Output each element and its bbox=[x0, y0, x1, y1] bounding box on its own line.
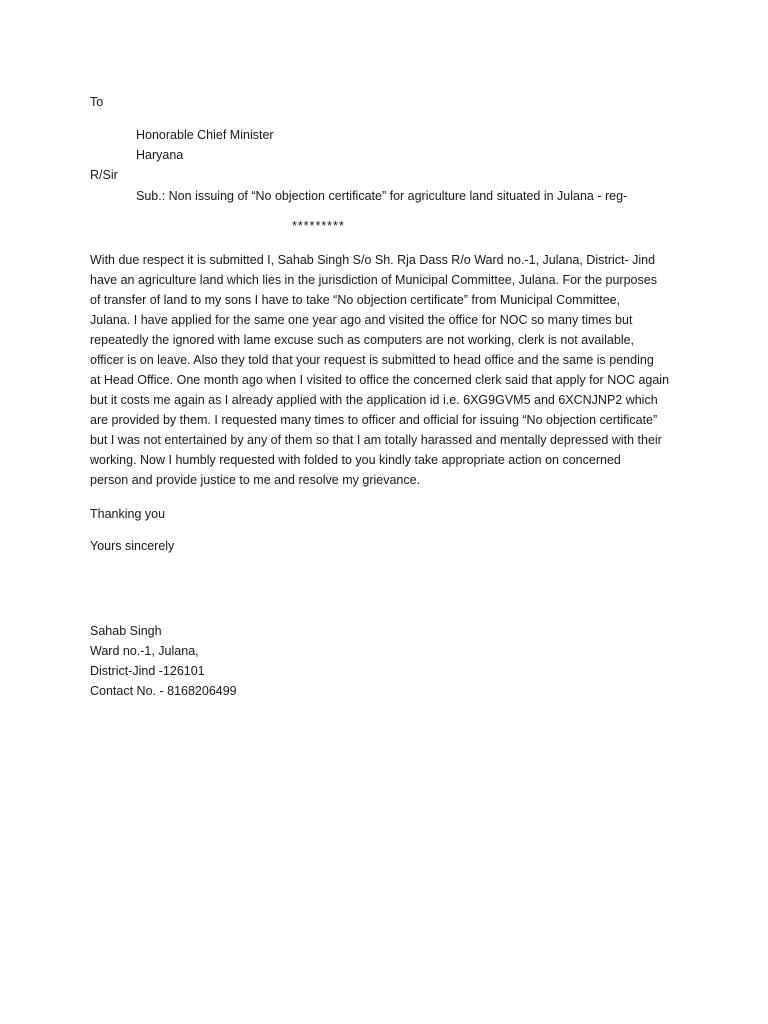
body-line: but it costs me again as I already applied with the application id i.e. 6XG9GVM5 and 6XCNJNP2 which bbox=[90, 393, 658, 407]
signature-contact: Contact No. - 8168206499 bbox=[90, 684, 237, 698]
body-line: of transfer of land to my sons I have to take “No objection certificate” from Municipal Committee, bbox=[90, 293, 621, 307]
recipient-title: Honorable Chief Minister bbox=[136, 128, 274, 142]
thanks-line: Thanking you bbox=[90, 507, 166, 521]
recipient-place: Haryana bbox=[136, 148, 184, 162]
body-line: With due respect it is submitted I, Sahab Singh S/o Sh. Rja Dass R/o Ward no.-1, Julana, District- Jind bbox=[90, 253, 656, 267]
body-line: have an agriculture land which lies in the jurisdiction of Municipal Committee, Julana. For the purposes bbox=[90, 273, 657, 287]
signature-address-line2: District-Jind -126101 bbox=[90, 664, 205, 678]
letter-body bbox=[90, 250, 690, 490]
body-line: officer is on leave. Also they told that your request is submitted to head office and the same is pending bbox=[90, 353, 654, 367]
letter-to: To bbox=[90, 95, 104, 109]
closing-line: Yours sincerely bbox=[90, 539, 175, 553]
body-line: but I was not entertained by any of them so that I am totally harassed and mentally depressed with their bbox=[90, 433, 662, 447]
body-line: at Head Office. One month ago when I visited to office the concerned clerk said that apply for NOC again bbox=[90, 373, 670, 387]
separator: ********* bbox=[292, 219, 345, 233]
body-line: are provided by them. I requested many times to officer and official for issuing “No objection certificate” bbox=[90, 413, 658, 427]
salutation: R/Sir bbox=[90, 168, 118, 182]
signature-address-line1: Ward no.-1, Julana, bbox=[90, 644, 199, 658]
signature-name: Sahab Singh bbox=[90, 624, 162, 638]
body-line: repeatedly the ignored with lame excuse such as computers are not working, clerk is not available, bbox=[90, 333, 635, 347]
body-line: Julana. I have applied for the same one year ago and visited the office for NOC so many times but bbox=[90, 313, 633, 327]
subject-line: Sub.: Non issuing of “No objection certificate” for agriculture land situated in Julana - reg- bbox=[136, 189, 628, 203]
body-line: person and provide justice to me and resolve my grievance. bbox=[90, 473, 421, 487]
body-line: working. Now I humbly requested with folded to you kindly take appropriate action on concerned bbox=[90, 453, 621, 467]
